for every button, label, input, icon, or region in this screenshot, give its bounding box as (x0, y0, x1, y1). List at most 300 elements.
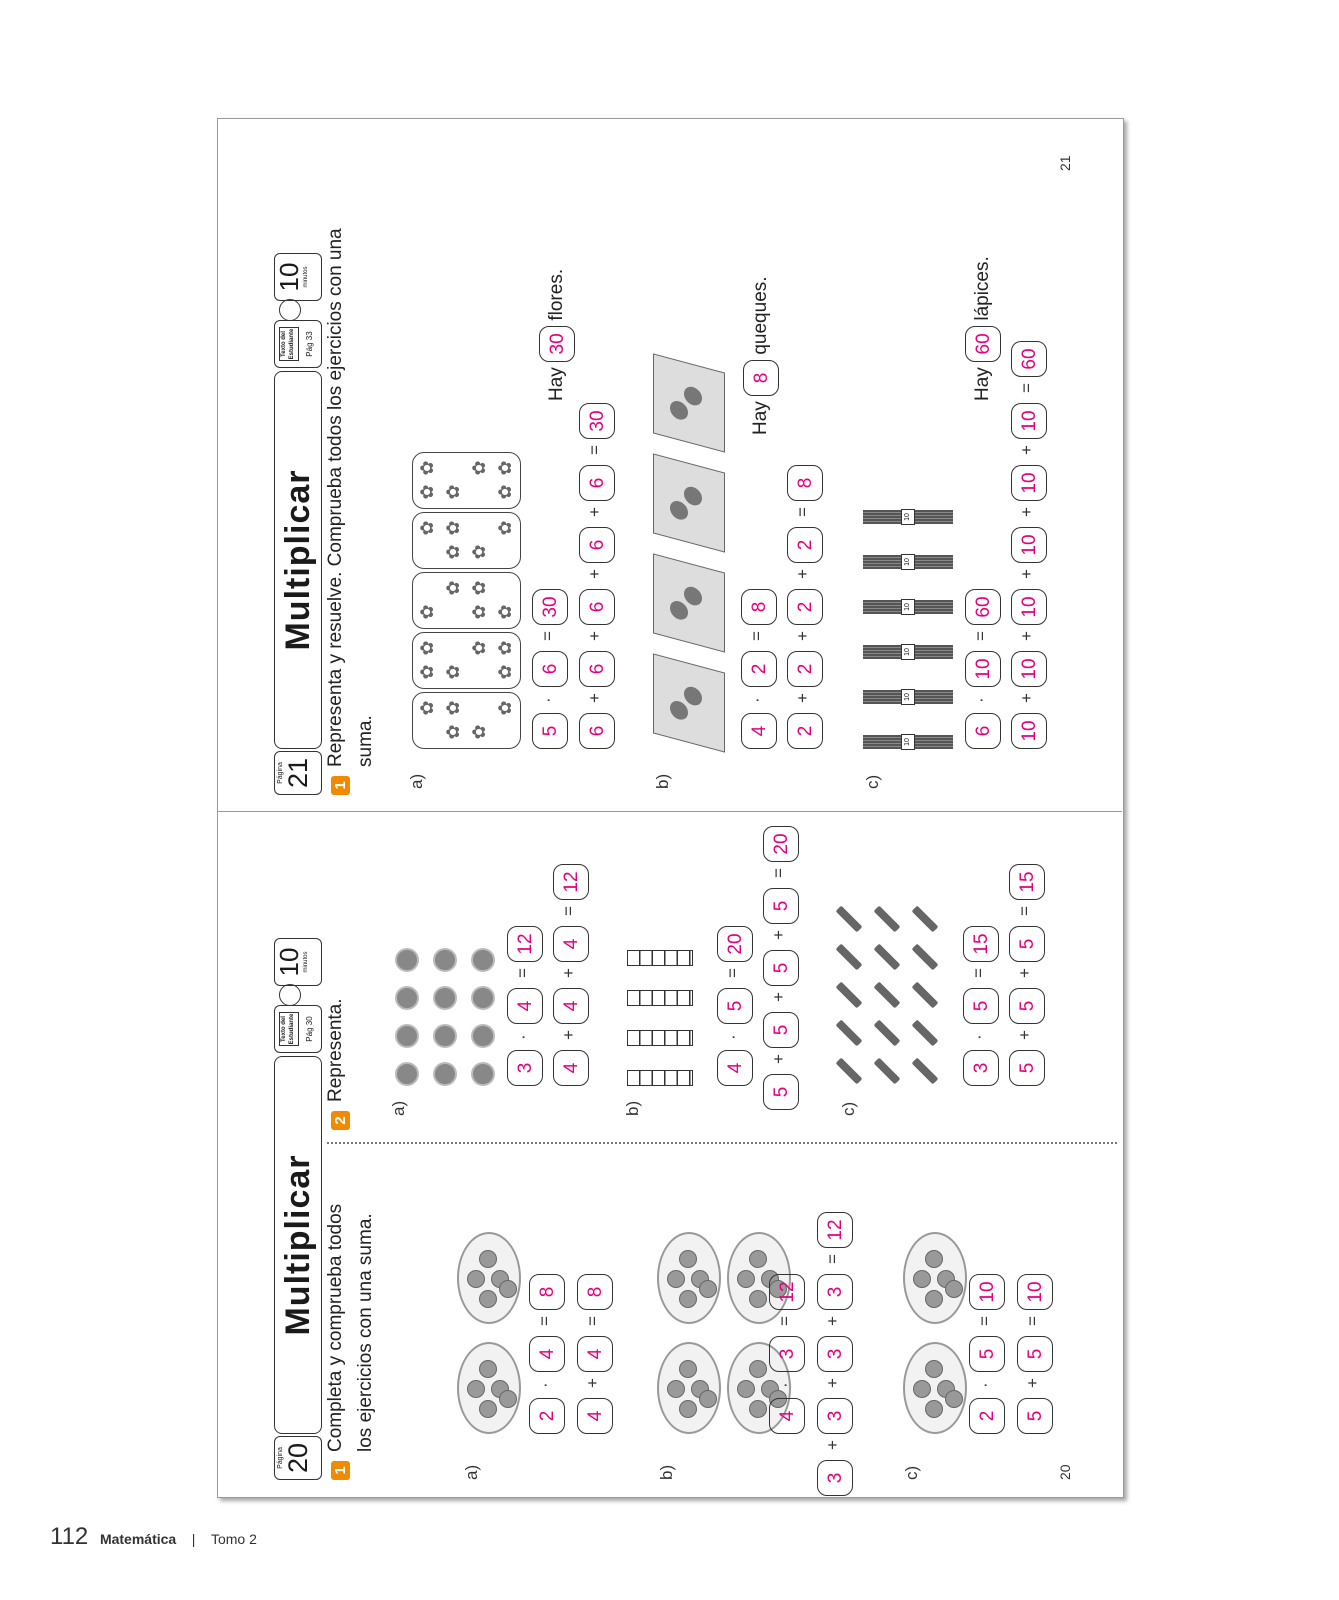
page-number: 21 (283, 757, 313, 789)
pencil-icon (836, 982, 863, 1009)
flower-icon: ✿ (495, 604, 515, 620)
ball-icon (471, 986, 495, 1010)
answer-box: 4 (577, 1398, 613, 1434)
flower-icon: ✿ (417, 640, 437, 656)
answer-box: 5 (763, 888, 799, 924)
cupcake-icon (684, 385, 702, 408)
time-number: 10 (274, 262, 304, 292)
operator: + (1015, 968, 1034, 978)
instruction-text-2: Representa. (325, 998, 346, 1102)
berry-icon (467, 1380, 485, 1398)
answer-box: 20 (717, 926, 753, 962)
answer-box: 15 (963, 926, 999, 962)
answer-box: 2 (787, 527, 823, 563)
cupcake-tray-icon (653, 353, 725, 452)
berry-plate-icon (457, 1342, 521, 1434)
answer-box: 10 (1011, 589, 1047, 625)
operator: + (1017, 569, 1036, 579)
operator: · (969, 1034, 988, 1040)
berry-icon (945, 1280, 963, 1298)
pencil-icon (912, 906, 939, 933)
page-ref: Pág 33 (305, 331, 314, 357)
answer-box: 3 (817, 1398, 853, 1434)
answer-box: 10 (1017, 1274, 1053, 1310)
flower-icon: ✿ (469, 724, 489, 740)
berry-icon (925, 1400, 943, 1418)
answer-box: 6 (579, 527, 615, 563)
answer-box: 2 (787, 651, 823, 687)
pencil-icon (836, 1020, 863, 1047)
pencil-icon (874, 982, 901, 1009)
answer-box: 3 (769, 1336, 805, 1372)
cupcake-icon (684, 685, 702, 708)
flower-icon: ✿ (469, 604, 489, 620)
answer-box: 3 (817, 1274, 853, 1310)
answer-box: 4 (717, 1050, 753, 1086)
flower-tray (412, 692, 521, 749)
column-divider (327, 1142, 1117, 1144)
answer-box: 2 (787, 589, 823, 625)
operator: + (769, 930, 788, 940)
flower-icon: ✿ (443, 724, 463, 740)
q1-label-b: b) (657, 1464, 676, 1480)
answer-box: 30 (579, 403, 615, 439)
flower-icon: ✿ (417, 460, 437, 476)
page-20 (217, 811, 1122, 1496)
answer-box: 6 (532, 651, 568, 687)
answer-box: 4 (769, 1398, 805, 1434)
answer-box: 5 (1009, 926, 1045, 962)
answer-box: 5 (963, 988, 999, 1024)
footer-volume: Tomo 2 (210, 1531, 257, 1547)
operator: + (769, 1054, 788, 1064)
answer-box: 6 (579, 465, 615, 501)
operator: · (775, 1382, 794, 1388)
berry-plate-icon (903, 1342, 967, 1434)
answer-box: 8 (787, 465, 823, 501)
flower-icon: ✿ (469, 460, 489, 476)
instruction-text-1: Completa y comprueba todos los ejercicios con una suma. (325, 1203, 376, 1452)
answer-box: 8 (741, 589, 777, 625)
operator: + (559, 968, 578, 978)
operator: = (559, 906, 578, 916)
bundle-label: 10 (901, 644, 915, 660)
pencil-icon (912, 1020, 939, 1047)
instruction-text: Representa y resuelve. Comprueba todos los ejercicios con una suma. (325, 228, 376, 767)
operator: · (971, 697, 990, 703)
answer-box: 3 (817, 1336, 853, 1372)
flower-icon: ✿ (469, 544, 489, 560)
berry-icon (479, 1400, 497, 1418)
cupcake-icon (670, 599, 688, 622)
berry-icon (679, 1250, 697, 1268)
page-footer-number: 20 (1057, 1464, 1073, 1480)
page-ref: Pág 30 (305, 1016, 314, 1042)
document-footer (50, 1523, 257, 1551)
operator: = (823, 1254, 842, 1264)
pencil-bundle-icon (863, 645, 953, 659)
pencil-icon (836, 1058, 863, 1085)
berry-icon (913, 1380, 931, 1398)
answer-box: 15 (1009, 864, 1045, 900)
answer-box: 6 (579, 713, 615, 749)
operator: = (1017, 383, 1036, 393)
operator: = (1023, 1316, 1042, 1326)
berry-icon (913, 1270, 931, 1288)
ball-icon (433, 948, 457, 972)
page-title: Multiplicar (279, 469, 317, 651)
answer-box: 12 (769, 1274, 805, 1310)
operator: + (1023, 1378, 1042, 1388)
answer-box: 6 (965, 713, 1001, 749)
q2-label-a: a) (389, 1100, 408, 1116)
q1-label-a: a) (462, 1464, 481, 1480)
operator: + (793, 693, 812, 703)
hay-a (539, 269, 575, 401)
pencil-bundle-icon (863, 555, 953, 569)
flower-icon: ✿ (417, 664, 437, 680)
operator: = (538, 631, 557, 641)
exercise-marker-2: 2 (331, 1111, 350, 1130)
answer-box: 8 (577, 1274, 613, 1310)
bundle-label: 10 (901, 509, 915, 525)
pencil-icon (836, 944, 863, 971)
answer-box: 6 (579, 651, 615, 687)
page-number-box (274, 1436, 322, 1480)
pencil-icon (836, 906, 863, 933)
answer-box: 60 (1011, 341, 1047, 377)
answer-box: 12 (817, 1212, 853, 1248)
berry-icon (749, 1250, 767, 1268)
operator: · (538, 697, 557, 703)
hay-answer: 30 (539, 326, 575, 362)
berry-icon (679, 1400, 697, 1418)
answer-box: 4 (553, 988, 589, 1024)
answer-box: 3 (817, 1460, 853, 1496)
operator: + (823, 1316, 842, 1326)
answer-box: 4 (741, 713, 777, 749)
book-icon: Texto del Estudiante (279, 1012, 299, 1046)
flower-icon: ✿ (443, 484, 463, 500)
item-label-c: c) (863, 774, 882, 789)
operator: = (971, 631, 990, 641)
time-unit: minutos (303, 266, 309, 288)
answer-box: 4 (553, 926, 589, 962)
operator: + (1017, 445, 1036, 455)
pencil-icon (912, 982, 939, 1009)
flower-tray (412, 632, 521, 689)
operator: = (969, 968, 988, 978)
flower-icon: ✿ (495, 640, 515, 656)
time-unit: minutos (303, 951, 309, 973)
operator: + (585, 693, 604, 703)
answer-box: 60 (965, 589, 1001, 625)
berry-icon (479, 1290, 497, 1308)
operator: + (585, 569, 604, 579)
hay-answer: 60 (965, 326, 1001, 362)
answer-box: 10 (1011, 465, 1047, 501)
answer-box: 5 (763, 1012, 799, 1048)
hay-post: lápices. (972, 256, 994, 321)
flower-icon: ✿ (417, 520, 437, 536)
flower-icon: ✿ (495, 664, 515, 680)
ball-icon (395, 948, 419, 972)
page-21 (217, 126, 1122, 811)
flower-icon: ✿ (495, 700, 515, 716)
time-box (274, 253, 322, 301)
ball-icon (471, 1024, 495, 1048)
operator: + (585, 507, 604, 517)
time-box (274, 938, 322, 986)
ball-icon (433, 1062, 457, 1086)
berry-icon (679, 1360, 697, 1378)
answer-box: 6 (579, 589, 615, 625)
answer-box: 5 (1009, 1050, 1045, 1086)
berry-plate-icon (657, 1342, 721, 1434)
ball-icon (395, 1024, 419, 1048)
answer-box: 5 (1017, 1336, 1053, 1372)
cupcake-tray-icon (653, 553, 725, 652)
cupcake-tray-icon (653, 653, 725, 752)
answer-box: 5 (717, 988, 753, 1024)
flower-icon: ✿ (469, 640, 489, 656)
answer-box: 2 (969, 1398, 1005, 1434)
item-label-b: b) (653, 773, 672, 789)
page-label: Página (277, 1447, 284, 1469)
operator: = (585, 445, 604, 455)
answer-box: 10 (969, 1274, 1005, 1310)
hay-c (965, 256, 1001, 401)
operator: + (1017, 693, 1036, 703)
answer-box: 2 (787, 713, 823, 749)
berry-icon (925, 1250, 943, 1268)
flower-icon: ✿ (417, 700, 437, 716)
operator: · (747, 697, 766, 703)
operator: + (769, 992, 788, 1002)
operator: = (535, 1316, 554, 1326)
answer-box: 10 (965, 651, 1001, 687)
operator: = (975, 1316, 994, 1326)
ball-icon (471, 1062, 495, 1086)
pencil-bundle-icon (863, 600, 953, 614)
pencil-icon (912, 1058, 939, 1085)
hay-post: queques. (750, 276, 772, 355)
flower-icon: ✿ (495, 460, 515, 476)
answer-box: 4 (577, 1336, 613, 1372)
berry-icon (749, 1400, 767, 1418)
title-box (274, 1056, 322, 1434)
answer-box: 10 (1011, 713, 1047, 749)
answer-box: 12 (507, 926, 543, 962)
answer-box: 5 (763, 1074, 799, 1110)
operator: = (747, 631, 766, 641)
pencil-icon (874, 1020, 901, 1047)
answer-box: 4 (507, 988, 543, 1024)
operator: + (559, 1030, 578, 1040)
answer-box: 5 (1017, 1398, 1053, 1434)
flower-icon: ✿ (443, 664, 463, 680)
operator: · (535, 1382, 554, 1388)
operator: = (775, 1316, 794, 1326)
operator: = (793, 507, 812, 517)
berry-icon (667, 1380, 685, 1398)
footer-subject: Matemática (99, 1531, 177, 1547)
page-title: Multiplicar (279, 1154, 317, 1336)
berry-icon (737, 1380, 755, 1398)
clock-icon (279, 299, 301, 321)
berry-icon (737, 1270, 755, 1288)
operator: + (823, 1440, 842, 1450)
answer-box: 30 (532, 589, 568, 625)
bundle-label: 10 (901, 689, 915, 705)
berry-icon (479, 1250, 497, 1268)
ball-icon (395, 986, 419, 1010)
berry-icon (499, 1390, 517, 1408)
flower-icon: ✿ (495, 484, 515, 500)
clock-icon (279, 984, 301, 1006)
hay-pre: Hay (972, 367, 994, 401)
berry-icon (479, 1360, 497, 1378)
berry-icon (749, 1360, 767, 1378)
q2-label-b: b) (623, 1100, 642, 1116)
time-number: 10 (274, 947, 304, 977)
cupcake-tray-icon (653, 453, 725, 552)
book-icon: Texto del Estudiante (279, 327, 299, 361)
cube-train-icon (627, 990, 693, 1006)
page-number-box (274, 751, 322, 795)
operator: = (583, 1316, 602, 1326)
student-text-ref (274, 320, 322, 368)
berry-icon (945, 1390, 963, 1408)
berry-icon (679, 1290, 697, 1308)
flower-icon: ✿ (417, 484, 437, 500)
answer-box: 5 (969, 1336, 1005, 1372)
item-label-a: a) (407, 773, 426, 789)
operator: · (723, 1034, 742, 1040)
flower-icon: ✿ (443, 580, 463, 596)
flower-icon: ✿ (443, 700, 463, 716)
ball-icon (395, 1062, 419, 1086)
berry-icon (925, 1290, 943, 1308)
q1-label-c: c) (902, 1465, 921, 1480)
operator: + (793, 631, 812, 641)
footer-separator: | (191, 1531, 196, 1547)
answer-box: 10 (1011, 527, 1047, 563)
berry-plate-icon (657, 1232, 721, 1324)
operator: + (823, 1378, 842, 1388)
cube-train-icon (627, 1070, 693, 1086)
bundle-label: 10 (901, 734, 915, 750)
cupcake-icon (670, 399, 688, 422)
flower-icon: ✿ (417, 604, 437, 620)
answer-box: 5 (763, 950, 799, 986)
pencil-icon (874, 944, 901, 971)
operator: · (513, 1034, 532, 1040)
berry-icon (699, 1280, 717, 1298)
pencil-icon (874, 906, 901, 933)
operator: · (975, 1382, 994, 1388)
hay-pre: Hay (546, 367, 568, 401)
cupcake-icon (670, 499, 688, 522)
q2-label-c: c) (839, 1101, 858, 1116)
operator: = (1015, 906, 1034, 916)
answer-box: 2 (741, 651, 777, 687)
exercise-marker-1: 1 (331, 1461, 350, 1480)
operator: + (1017, 631, 1036, 641)
pencil-bundle-icon (863, 690, 953, 704)
hay-post: flores. (546, 268, 568, 321)
operator: + (583, 1378, 602, 1388)
ball-icon (471, 948, 495, 972)
operator: = (513, 968, 532, 978)
operator: + (1015, 1030, 1034, 1040)
berry-icon (467, 1270, 485, 1288)
flower-icon: ✿ (495, 520, 515, 536)
flower-icon: ✿ (469, 580, 489, 596)
student-text-ref (274, 1005, 322, 1053)
hay-answer: 8 (743, 360, 779, 396)
footer-page-number: 112 (50, 1523, 89, 1550)
answer-box: 5 (532, 713, 568, 749)
pencil-icon (874, 1058, 901, 1085)
flower-icon: ✿ (443, 520, 463, 536)
bundle-label: 10 (901, 599, 915, 615)
answer-box: 3 (507, 1050, 543, 1086)
cube-train-icon (627, 1030, 693, 1046)
exercise-marker: 1 (331, 776, 350, 795)
ball-icon (433, 986, 457, 1010)
berry-plate-icon (903, 1232, 967, 1324)
page-number: 20 (283, 1442, 313, 1474)
ball-icon (433, 1024, 457, 1048)
pencil-bundle-icon (863, 735, 953, 749)
cupcake-icon (684, 585, 702, 608)
operator: = (723, 968, 742, 978)
operator: + (793, 569, 812, 579)
cupcake-icon (670, 699, 688, 722)
answer-box: 10 (1011, 403, 1047, 439)
berry-icon (499, 1280, 517, 1298)
answer-box: 5 (1009, 988, 1045, 1024)
pencil-bundle-icon (863, 510, 953, 524)
answer-box: 4 (529, 1336, 565, 1372)
operator: + (585, 631, 604, 641)
flower-tray (412, 512, 521, 569)
hay-b (743, 276, 779, 435)
berry-icon (925, 1360, 943, 1378)
bundle-label: 10 (901, 554, 915, 570)
page-footer-number: 21 (1057, 155, 1073, 171)
operator: = (769, 868, 788, 878)
answer-box: 4 (553, 1050, 589, 1086)
page-label: Página (277, 762, 284, 784)
answer-box: 10 (1011, 651, 1047, 687)
berry-icon (667, 1270, 685, 1288)
answer-box: 3 (963, 1050, 999, 1086)
berry-icon (699, 1390, 717, 1408)
flower-tray (412, 452, 521, 509)
title-box (274, 371, 322, 749)
pencil-icon (912, 944, 939, 971)
flower-icon: ✿ (443, 544, 463, 560)
answer-box: 2 (529, 1398, 565, 1434)
cupcake-icon (684, 485, 702, 508)
berry-icon (749, 1290, 767, 1308)
answer-box: 12 (553, 864, 589, 900)
operator: + (1017, 507, 1036, 517)
cube-train-icon (627, 950, 693, 966)
answer-box: 8 (529, 1274, 565, 1310)
